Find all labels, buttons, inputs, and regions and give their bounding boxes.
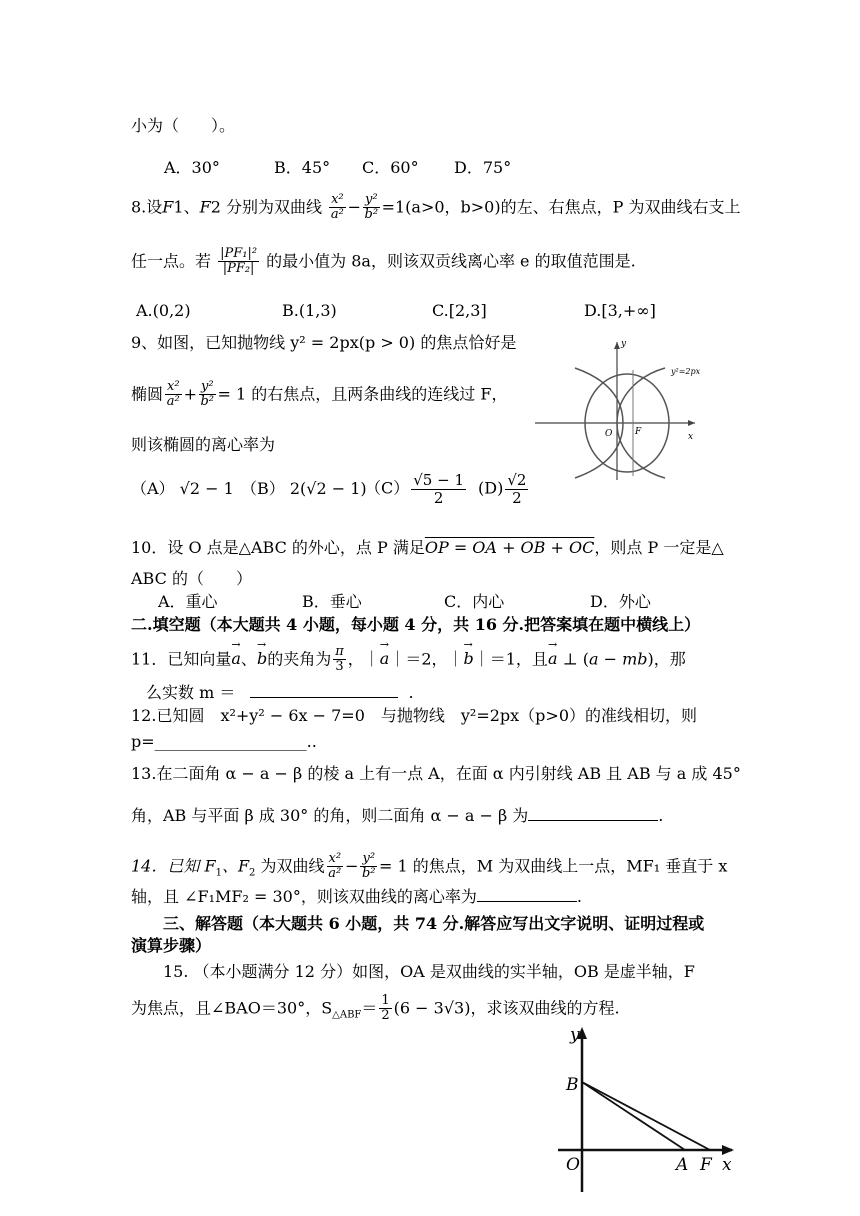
frac-num: y² — [365, 192, 378, 207]
q9-text: = 1 的右焦点，且两条曲线的连线过 F， — [217, 384, 508, 404]
q11-text: 、 — [240, 649, 257, 669]
answer-blank[interactable] — [477, 901, 577, 902]
origin-label: O — [566, 1155, 580, 1175]
q10-line2: ABC 的（ ） — [131, 569, 252, 588]
frac-num: x² — [167, 379, 180, 394]
q10-opt-d: D．外心 — [590, 592, 651, 611]
q11-text: )，那 — [647, 649, 686, 669]
q15-text: (6 − 3√3)，求该双曲线的方程. — [393, 998, 620, 1018]
q8-f: F — [162, 197, 174, 217]
q14-text: = 1 的焦点，M 为双曲线上一点，MF₁ 垂直于 x — [379, 856, 728, 876]
q13-line1: 13.在二面角 α − a − β 的棱 a 上有一点 A，在面 α 内引射线 AB 且 AB 与 a 成 45° — [131, 764, 741, 783]
q10-options — [158, 592, 651, 611]
q10-opt-a: A．重心 — [158, 592, 218, 611]
q14-text: 轴，且 ∠F₁MF₂ = 30°，则该双曲线的离心率为 — [131, 887, 477, 906]
frac-num: |PF₁|² — [220, 246, 258, 261]
frac-num: √5 − 1 — [413, 471, 464, 489]
section-3-heading-cont: 演算步骤） — [131, 936, 212, 955]
point-a-label: A — [676, 1155, 689, 1175]
q15-half-frac — [379, 994, 391, 1024]
q7-options — [164, 158, 511, 177]
q8-opt-b: B.(1,3) — [282, 301, 337, 320]
q13-line2 — [131, 806, 663, 825]
q9-frac-x — [165, 380, 182, 410]
point-f-label: F — [700, 1155, 712, 1175]
vector-a: → a — [548, 649, 558, 668]
q11-line2 — [146, 683, 414, 702]
frac-den: b² — [200, 394, 215, 410]
q9-opt-a: （A） √2 − 1 — [131, 478, 234, 498]
q14-line2 — [131, 887, 582, 906]
q7-opt-d: D．75° — [454, 158, 512, 177]
q9-text: 椭圆 — [131, 384, 164, 404]
vector-b: → b — [257, 649, 267, 668]
q8-f: F — [199, 197, 211, 217]
q15-line1: 15. （本小题满分 12 分）如图，OA 是双曲线的实半轴，OB 是虚半轴，F — [163, 962, 695, 981]
q10-vector-equation: OP = OA + OB + OC — [424, 538, 595, 557]
q8-text: 2 分别为双曲线 — [210, 197, 322, 217]
q9-opt-b: （B） 2(√2 − 1) — [241, 478, 367, 498]
focus-label: F — [635, 427, 642, 437]
q14-frac-y — [360, 852, 377, 882]
q9-figure — [525, 330, 725, 490]
origin-label: O — [605, 429, 613, 439]
frac-den: a² — [166, 394, 180, 410]
q9-opt-d-label: (D) — [478, 478, 504, 498]
frac-num: y² — [362, 851, 376, 866]
q11-text: 11．已知向量 — [131, 649, 232, 669]
segment-bf — [582, 1082, 710, 1150]
q11-text: 的夹角为 — [267, 649, 332, 669]
y-axis-arrow — [614, 342, 620, 349]
q12-line1: 12.已知圆 x²+y² − 6x − 7=0 与抛物线 y²=2px（p>0）的准线相切，则 — [131, 706, 698, 725]
q14-text: 为双曲线 — [255, 856, 325, 876]
q8-text: 8.设 — [131, 197, 163, 217]
q12-line2: p=___________________.. — [131, 732, 317, 751]
q11-text: ⊥ ( — [557, 649, 589, 669]
q11-amb: a − mb — [588, 649, 648, 669]
subscript: 2 — [249, 867, 256, 879]
frac-den: 2 — [381, 1008, 390, 1024]
q15-text: 为焦点，且∠BAO＝30°，S — [131, 998, 333, 1018]
q10-opt-b: B．垂心 — [302, 592, 362, 611]
q8-options — [136, 301, 656, 320]
q8-frac-pf — [218, 247, 259, 277]
q7-opt-b: B．45° — [274, 158, 331, 177]
q11-text: ，｜ — [347, 649, 380, 669]
frac-den: 2 — [512, 488, 522, 507]
q8-line1 — [131, 193, 740, 223]
q8-opt-d: D.[3,+∞] — [584, 301, 656, 320]
q14-text: 14．已知 F — [131, 856, 216, 876]
answer-blank[interactable] — [250, 697, 398, 698]
y-label: y — [570, 1025, 580, 1045]
answer-blank[interactable] — [528, 820, 658, 821]
section-2-heading: 二.填空题（本大题共 4 小题，每小题 4 分，共 16 分.把答案填在题中横线上） — [131, 615, 701, 634]
frac-den: 3 — [335, 659, 344, 675]
frac-num: π — [335, 644, 344, 659]
vector-b: → b — [464, 649, 474, 668]
q8-frac-y — [363, 193, 380, 223]
q15-line2 — [131, 994, 620, 1024]
q9-line2 — [131, 380, 507, 410]
q11-text: ｜＝2，｜ — [389, 649, 464, 669]
q11-text: . — [408, 683, 414, 702]
q8-opt-a: A.(0,2) — [136, 301, 191, 320]
minus-sign: − — [345, 856, 359, 876]
q15-figure — [550, 1024, 740, 1204]
q10-text: ，则点 P 一定是△ — [594, 538, 724, 557]
frac-num: 1 — [381, 993, 390, 1008]
frac-den: b² — [364, 207, 379, 223]
frac-num: x² — [328, 851, 342, 866]
q7-opt-c: C．60° — [362, 158, 419, 177]
q13-text: 角，AB 与平面 β 成 30° 的角，则二面角 α − a − β 为 — [131, 806, 529, 825]
q9-opt-c-frac — [411, 472, 466, 506]
q15-text: ＝ — [361, 998, 378, 1018]
vector-a: → a — [231, 649, 241, 668]
q8-text: 的最小值为 8a，则该双贡线离心率 e 的取值范围是. — [266, 251, 636, 271]
x-label: x — [722, 1155, 732, 1175]
q11-text: ｜＝1，且 — [473, 649, 548, 669]
plus-sign: + — [183, 384, 197, 404]
curve-label: y²=2px — [671, 367, 701, 376]
q14-text: 、F — [221, 856, 250, 876]
section-3-heading: 三、解答题（本大题共 6 小题，共 74 分.解答应写出文字说明、证明过程或 — [163, 914, 705, 933]
q14-text: . — [576, 887, 582, 906]
q11-pi-frac — [333, 645, 346, 675]
q8-text: 任一点。若 — [131, 251, 212, 271]
x-axis-arrow — [722, 1145, 734, 1155]
frac-num: y² — [200, 379, 214, 394]
q10-line1 — [131, 538, 724, 557]
subscript: 1 — [215, 867, 222, 879]
q13-text: . — [658, 806, 664, 825]
x-label: x — [688, 432, 694, 442]
frac-den: b² — [361, 866, 376, 882]
x-axis-arrow — [688, 420, 695, 426]
q7-opt-a: A．30° — [164, 158, 220, 177]
segment-ba — [582, 1082, 685, 1150]
q8-text: 1、 — [173, 197, 200, 217]
point-b-label: B — [566, 1075, 579, 1095]
frac-num: x² — [331, 192, 344, 207]
q7-tail: 小为（ ）。 — [131, 116, 236, 135]
frac-den: a² — [330, 207, 344, 223]
q9-line1: 9、如图，已知抛物线 y² = 2px(p > 0) 的焦点恰好是 — [131, 333, 517, 352]
minus-sign: − — [347, 197, 362, 217]
vector-a: → a — [380, 649, 390, 668]
frac-den: |PF₂| — [222, 261, 255, 277]
q8-text: =1(a>0，b>0)的左、右焦点，P 为双曲线右支上 — [381, 197, 741, 217]
q9-line3: 则该椭圆的离心率为 — [131, 435, 276, 454]
q14-frac-x — [327, 852, 344, 882]
q8-opt-c: C.[2,3] — [432, 301, 487, 320]
q9-frac-y — [199, 380, 216, 410]
q9-opt-c-label: （C） — [365, 478, 410, 498]
q14-line1 — [131, 852, 727, 882]
y-label: y — [621, 339, 627, 349]
frac-num: √2 — [507, 471, 527, 489]
frac-den: a² — [328, 866, 342, 882]
q11-text: 么实数 m ＝ — [146, 683, 236, 702]
q9-options — [131, 472, 530, 506]
q11-line1 — [131, 645, 686, 675]
q10-text: 10．设 O 点是△ABC 的外心，点 P 满足 — [131, 538, 425, 557]
q8-frac-x — [329, 193, 346, 223]
q10-opt-c: C．内心 — [444, 592, 505, 611]
subscript: △ABF — [332, 1009, 362, 1021]
frac-den: 2 — [433, 488, 444, 507]
q8-line2 — [131, 247, 636, 277]
